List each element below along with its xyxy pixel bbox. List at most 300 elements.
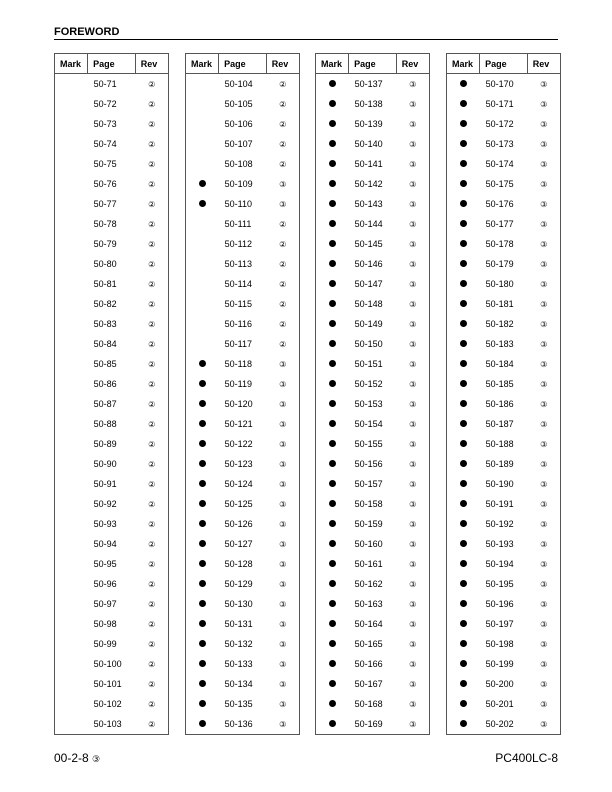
rev-cell: ③	[266, 594, 299, 614]
page-cell: 50-82	[93, 299, 117, 309]
page-cell: 50-116	[224, 319, 253, 329]
revised-mark-icon	[199, 500, 206, 507]
mark-cell	[447, 214, 480, 234]
revised-mark-icon	[199, 660, 206, 667]
revised-mark-icon	[460, 560, 467, 567]
page-cell: 50-89	[93, 439, 117, 449]
rev-cell: ③	[396, 554, 429, 574]
rev-cell: ③	[527, 234, 560, 254]
mark-cell	[316, 574, 349, 594]
rev-cell: ③	[527, 314, 560, 334]
rev-cell: ③	[527, 294, 560, 314]
revised-mark-icon	[199, 540, 206, 547]
page-cell: 50-96	[93, 579, 117, 589]
rev-cell: ②	[135, 174, 168, 194]
page-cell: 50-86	[93, 379, 117, 389]
revised-mark-icon	[329, 620, 336, 627]
revised-mark-icon	[329, 400, 336, 407]
table-row	[55, 554, 169, 574]
mark-cell	[316, 174, 349, 194]
mark-cell	[316, 134, 349, 154]
rev-cell: ②	[135, 454, 168, 474]
page-cell: 50-114	[224, 279, 253, 289]
page-cell: 50-173	[485, 139, 514, 149]
rev-cell: ③	[527, 634, 560, 654]
rev-cell: ③	[396, 474, 429, 494]
page-cell: 50-149	[354, 319, 383, 329]
table-row	[447, 154, 561, 174]
page-cell: 50-84	[93, 339, 117, 349]
page-cell: 50-183	[485, 339, 514, 349]
mark-cell	[447, 434, 480, 454]
mark-cell	[316, 214, 349, 234]
table-row	[447, 334, 561, 354]
page-cell: 50-198	[485, 639, 514, 649]
page-cell: 50-100	[93, 659, 122, 669]
footer-model: PC400LC-8	[495, 751, 558, 765]
mark-cell	[55, 374, 88, 394]
revised-mark-icon	[329, 560, 336, 567]
page-cell: 50-156	[354, 459, 383, 469]
mark-cell	[447, 694, 480, 714]
revised-mark-icon	[199, 720, 206, 727]
rev-cell: ③	[396, 394, 429, 414]
table-row	[447, 594, 561, 614]
mark-cell	[186, 474, 219, 494]
page-cell: 50-88	[93, 419, 117, 429]
page-cell: 50-192	[485, 519, 514, 529]
rev-cell: ③	[266, 194, 299, 214]
page-cell: 50-144	[354, 219, 383, 229]
page-cell: 50-139	[354, 119, 383, 129]
page-cell: 50-166	[354, 659, 383, 669]
revised-mark-icon	[329, 220, 336, 227]
page-cell: 50-81	[93, 279, 117, 289]
table-row	[55, 494, 169, 514]
page-cell: 50-101	[93, 679, 122, 689]
mark-cell	[447, 514, 480, 534]
table-row	[186, 214, 300, 234]
revised-mark-icon	[460, 460, 467, 467]
revised-mark-icon	[460, 200, 467, 207]
rev-cell: ②	[266, 154, 299, 174]
table-row	[186, 474, 300, 494]
table-row	[186, 94, 300, 114]
rev-cell: ③	[527, 134, 560, 154]
table-row	[316, 94, 430, 114]
rev-cell: ②	[135, 574, 168, 594]
rev-cell: ②	[135, 254, 168, 274]
page-cell: 50-129	[224, 579, 253, 589]
rev-cell: ③	[396, 294, 429, 314]
mark-cell	[316, 554, 349, 574]
table-row	[316, 654, 430, 674]
revised-mark-icon	[329, 380, 336, 387]
rev-cell: ③	[266, 674, 299, 694]
page-cell: 50-193	[485, 539, 514, 549]
rev-cell: ③	[527, 494, 560, 514]
page-cell: 50-71	[93, 79, 117, 89]
mark-cell	[447, 594, 480, 614]
table-row	[316, 414, 430, 434]
revised-mark-icon	[329, 320, 336, 327]
mark-cell	[447, 74, 480, 95]
revised-mark-icon	[329, 520, 336, 527]
rev-cell: ②	[135, 554, 168, 574]
revised-mark-icon	[199, 620, 206, 627]
rev-cell: ③	[396, 614, 429, 634]
page-cell: 50-176	[485, 199, 514, 209]
rev-cell: ②	[135, 234, 168, 254]
rev-cell: ③	[266, 694, 299, 714]
mark-cell	[55, 634, 88, 654]
mark-cell	[55, 314, 88, 334]
table-row	[55, 74, 169, 95]
rev-cell: ③	[266, 454, 299, 474]
mark-cell	[447, 554, 480, 574]
table-row	[447, 234, 561, 254]
page-cell: 50-159	[354, 519, 383, 529]
table-row	[316, 354, 430, 374]
rev-cell: ②	[135, 714, 168, 735]
table-row	[186, 614, 300, 634]
table-row	[186, 634, 300, 654]
rev-cell: ③	[527, 554, 560, 574]
page-cell: 50-200	[485, 679, 514, 689]
revised-mark-icon	[460, 400, 467, 407]
mark-cell	[55, 194, 88, 214]
revised-mark-icon	[199, 360, 206, 367]
page-cell: 50-131	[224, 619, 253, 629]
mark-cell	[316, 634, 349, 654]
table-row	[447, 634, 561, 654]
table-row	[55, 334, 169, 354]
rev-cell: ③	[527, 534, 560, 554]
table-row	[316, 294, 430, 314]
mark-cell	[316, 694, 349, 714]
page-cell: 50-134	[224, 679, 253, 689]
table-row	[316, 174, 430, 194]
page-cell: 50-187	[485, 419, 514, 429]
column-header-mark: Mark	[316, 54, 349, 74]
rev-cell: ③	[266, 574, 299, 594]
page-cell: 50-91	[93, 479, 117, 489]
rev-cell: ③	[396, 374, 429, 394]
revised-mark-icon	[329, 340, 336, 347]
revised-mark-icon	[460, 80, 467, 87]
table-row	[447, 114, 561, 134]
rev-cell: ③	[266, 534, 299, 554]
page-cell: 50-197	[485, 619, 514, 629]
table-header-row	[447, 54, 561, 74]
table-row	[316, 614, 430, 634]
mark-cell	[447, 414, 480, 434]
table-row	[447, 554, 561, 574]
mark-cell	[186, 314, 219, 334]
rev-cell: ③	[527, 194, 560, 214]
revised-mark-icon	[199, 600, 206, 607]
page-cell: 50-92	[93, 499, 117, 509]
rev-cell: ③	[396, 214, 429, 234]
revision-table	[54, 53, 169, 735]
page-cell: 50-142	[354, 179, 383, 189]
rev-cell: ②	[135, 194, 168, 214]
page-cell: 50-75	[93, 159, 117, 169]
table-row	[186, 514, 300, 534]
mark-cell	[447, 634, 480, 654]
revised-mark-icon	[329, 500, 336, 507]
revised-mark-icon	[460, 440, 467, 447]
mark-cell	[316, 714, 349, 735]
rev-cell: ③	[266, 634, 299, 654]
page-cell: 50-80	[93, 259, 117, 269]
mark-cell	[186, 554, 219, 574]
table-row	[55, 714, 169, 735]
rev-cell: ③	[527, 614, 560, 634]
table-row	[55, 274, 169, 294]
page-cell: 50-138	[354, 99, 383, 109]
table-row	[316, 474, 430, 494]
table-row	[447, 514, 561, 534]
page-cell: 50-188	[485, 439, 514, 449]
rev-cell: ②	[135, 134, 168, 154]
rev-cell: ③	[396, 74, 429, 95]
mark-cell	[186, 594, 219, 614]
mark-cell	[447, 474, 480, 494]
page-cell: 50-185	[485, 379, 514, 389]
mark-cell	[55, 234, 88, 254]
rev-cell: ②	[135, 274, 168, 294]
revised-mark-icon	[460, 380, 467, 387]
mark-cell	[447, 494, 480, 514]
page-cell: 50-103	[88, 714, 136, 735]
mark-cell	[186, 294, 219, 314]
revised-mark-icon	[329, 120, 336, 127]
revised-mark-icon	[199, 700, 206, 707]
table-row	[186, 434, 300, 454]
page-cell: 50-124	[224, 479, 253, 489]
revised-mark-icon	[199, 560, 206, 567]
column-header-mark: Mark	[55, 54, 88, 74]
revised-mark-icon	[460, 660, 467, 667]
revised-mark-icon	[460, 540, 467, 547]
table-row	[447, 194, 561, 214]
table-row	[316, 74, 430, 95]
rev-cell: ③	[527, 514, 560, 534]
mark-cell	[316, 454, 349, 474]
page-cell: 50-174	[485, 159, 514, 169]
mark-cell	[186, 514, 219, 534]
revised-mark-icon	[460, 320, 467, 327]
mark-cell	[447, 234, 480, 254]
table-row	[55, 634, 169, 654]
rev-cell: ③	[396, 434, 429, 454]
table-row	[186, 154, 300, 174]
rev-cell: ②	[266, 234, 299, 254]
revised-mark-icon	[460, 420, 467, 427]
page-cell: 50-87	[93, 399, 117, 409]
mark-cell	[55, 654, 88, 674]
mark-cell	[186, 274, 219, 294]
mark-cell	[316, 354, 349, 374]
mark-cell	[316, 274, 349, 294]
table-row	[186, 114, 300, 134]
revised-mark-icon	[199, 640, 206, 647]
table-row	[55, 694, 169, 714]
mark-cell	[447, 114, 480, 134]
page-cell: 50-172	[485, 119, 514, 129]
rev-cell: ③	[396, 114, 429, 134]
section-title: FOREWORD	[54, 26, 120, 38]
table-row	[316, 314, 430, 334]
mark-cell	[186, 414, 219, 434]
column-header-page: Page	[480, 54, 528, 74]
page-cell: 50-123	[224, 459, 253, 469]
page-cell: 50-137	[354, 79, 383, 89]
mark-cell	[316, 654, 349, 674]
rev-cell: ②	[135, 314, 168, 334]
rev-cell: ②	[266, 334, 299, 354]
page-cell: 50-164	[354, 619, 383, 629]
rev-cell: ③	[527, 574, 560, 594]
mark-cell	[447, 134, 480, 154]
rev-cell: ②	[135, 414, 168, 434]
page-cell: 50-85	[93, 359, 117, 369]
page-cell: 50-178	[485, 239, 514, 249]
rev-cell: ③	[266, 514, 299, 534]
page-cell: 50-202	[480, 714, 528, 735]
table-row	[55, 114, 169, 134]
page-cell: 50-175	[485, 179, 514, 189]
page-cell: 50-155	[354, 439, 383, 449]
table-row	[55, 574, 169, 594]
rev-cell: ③	[396, 494, 429, 514]
table-row	[186, 274, 300, 294]
rev-cell: ③	[396, 174, 429, 194]
rev-cell: ③	[396, 274, 429, 294]
mark-cell	[447, 294, 480, 314]
revised-mark-icon	[199, 200, 206, 207]
revised-mark-icon	[199, 440, 206, 447]
page-cell: 50-143	[354, 199, 383, 209]
rev-cell: ②	[266, 214, 299, 234]
mark-cell	[55, 454, 88, 474]
page-cell: 50-77	[93, 199, 117, 209]
rev-cell: ②	[135, 214, 168, 234]
revised-mark-icon	[460, 500, 467, 507]
page-cell: 50-132	[224, 639, 253, 649]
mark-cell	[55, 554, 88, 574]
page-cell: 50-146	[354, 259, 383, 269]
rev-cell: ③	[396, 334, 429, 354]
page-cell: 50-95	[93, 559, 117, 569]
page-cell: 50-113	[224, 259, 253, 269]
mark-cell	[55, 254, 88, 274]
page-cell: 50-135	[224, 699, 253, 709]
mark-cell	[447, 354, 480, 374]
table-header-row	[55, 54, 169, 74]
rev-cell: ③	[396, 594, 429, 614]
rev-cell: ③	[266, 394, 299, 414]
page-cell: 50-110	[224, 199, 253, 209]
page-cell: 50-126	[224, 519, 253, 529]
table-row	[55, 294, 169, 314]
page-cell: 50-160	[354, 539, 383, 549]
revised-mark-icon	[329, 160, 336, 167]
revised-mark-icon	[199, 580, 206, 587]
revised-mark-icon	[329, 700, 336, 707]
table-row	[55, 134, 169, 154]
table-row	[447, 134, 561, 154]
table-row	[316, 234, 430, 254]
rev-cell: ③	[396, 654, 429, 674]
revised-mark-icon	[460, 260, 467, 267]
revised-mark-icon	[460, 340, 467, 347]
rev-cell: ③	[396, 234, 429, 254]
rev-cell: ②	[135, 614, 168, 634]
revised-mark-icon	[329, 600, 336, 607]
page-cell: 50-165	[354, 639, 383, 649]
mark-cell	[55, 294, 88, 314]
mark-cell	[447, 714, 480, 735]
page-cell: 50-97	[93, 599, 117, 609]
mark-cell	[447, 94, 480, 114]
mark-cell	[55, 574, 88, 594]
mark-cell	[186, 374, 219, 394]
table-row	[55, 614, 169, 634]
page-cell: 50-128	[224, 559, 253, 569]
table-row	[55, 394, 169, 414]
table-row	[316, 514, 430, 534]
revised-mark-icon	[199, 420, 206, 427]
mark-cell	[447, 174, 480, 194]
revised-mark-icon	[460, 600, 467, 607]
table-row	[316, 334, 430, 354]
mark-cell	[447, 314, 480, 334]
page-cell: 50-115	[224, 299, 253, 309]
mark-cell	[316, 614, 349, 634]
page-cell: 50-191	[485, 499, 514, 509]
footer-rev-mark: ③	[92, 754, 101, 764]
column-header-page: Page	[88, 54, 136, 74]
revised-mark-icon	[329, 420, 336, 427]
table-row	[186, 414, 300, 434]
table-row	[316, 214, 430, 234]
rev-cell: ②	[266, 94, 299, 114]
rev-cell: ②	[266, 294, 299, 314]
mark-cell	[186, 194, 219, 214]
page-cell: 50-182	[485, 319, 514, 329]
table-header-row	[186, 54, 300, 74]
table-row	[186, 674, 300, 694]
page-cell: 50-179	[485, 259, 514, 269]
mark-cell	[447, 674, 480, 694]
rev-cell: ③	[266, 434, 299, 454]
mark-cell	[55, 694, 88, 714]
rev-cell: ③	[527, 114, 560, 134]
mark-cell	[316, 194, 349, 214]
rev-cell: ③	[527, 374, 560, 394]
page-cell: 50-108	[224, 159, 253, 169]
table-row	[316, 574, 430, 594]
table-row	[316, 694, 430, 714]
table-row	[186, 194, 300, 214]
table-row	[316, 254, 430, 274]
rev-cell: ③	[527, 694, 560, 714]
revised-mark-icon	[199, 680, 206, 687]
mark-cell	[186, 694, 219, 714]
page-cell: 50-121	[224, 419, 253, 429]
